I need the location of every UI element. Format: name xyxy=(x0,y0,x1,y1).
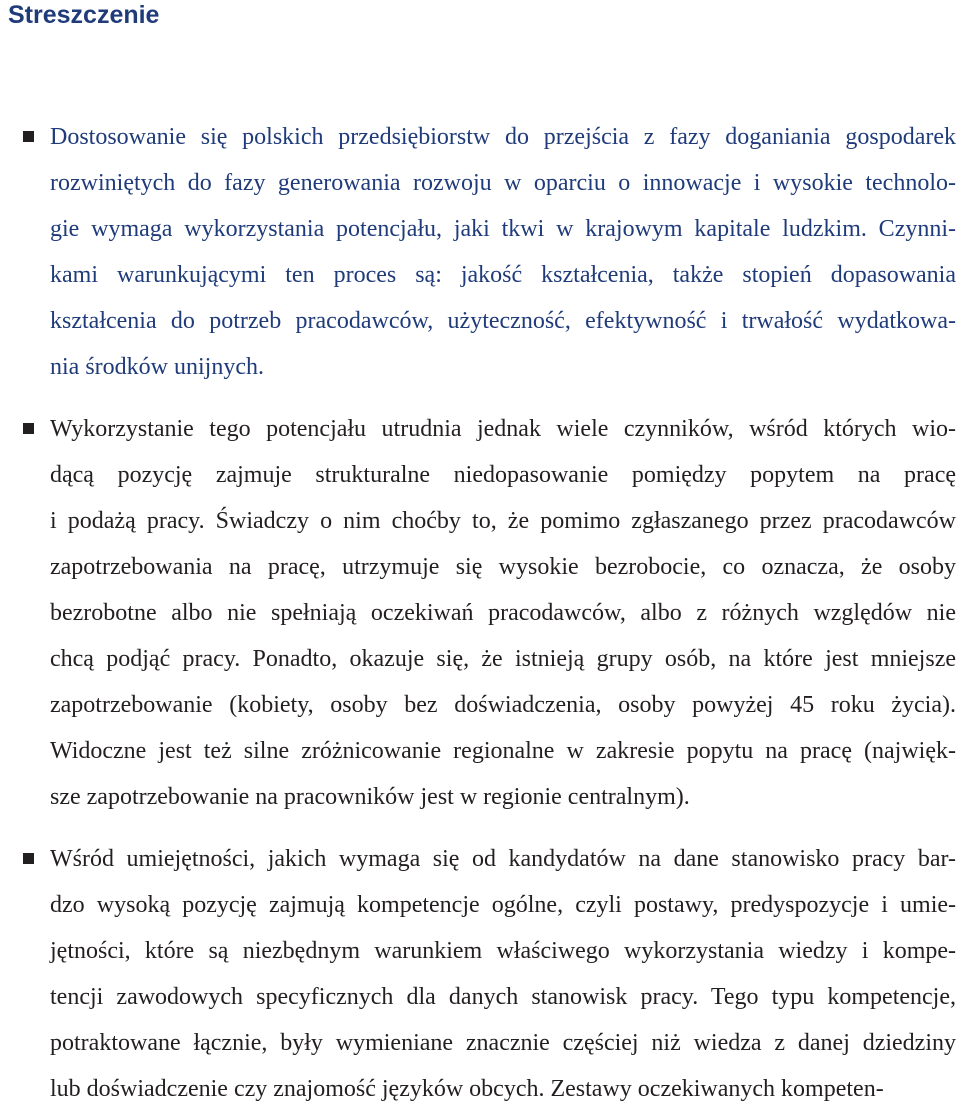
paragraph-line: Wśród umiejętności, jakich wymaga się od kandydatów na dane stanowisko pracy bar- xyxy=(50,846,956,872)
paragraph-line: gie wymaga wykorzystania potencjału, jaki tkwi w krajowym kapitale ludzkim. Czynni- xyxy=(50,216,956,242)
square-bullet-icon xyxy=(23,131,34,142)
square-bullet-icon xyxy=(23,423,34,434)
paragraph-line: rozwiniętych do fazy generowania rozwoju w oparciu o innowacje i wysokie technolo- xyxy=(50,170,956,196)
paragraph-line: potraktowane łącznie, były wymieniane znacznie częściej niż wiedza z danej dziedziny xyxy=(50,1030,956,1056)
bullet-list xyxy=(0,114,960,1107)
paragraph-line: Dostosowanie się polskich przedsiębiorstw do przejścia z fazy doganiania gospodarek xyxy=(50,124,956,150)
paragraph-line: i podażą pracy. Świadczy o nim choćby to, że pomimo zgłaszanego przez pracodawców xyxy=(50,508,956,534)
paragraph-line: kami warunkującymi ten proces są: jakość kształcenia, także stopień dopasowania xyxy=(50,262,956,288)
paragraph-line: zapotrzebowania na pracę, utrzymuje się wysokie bezrobocie, co oznacza, że osoby xyxy=(50,554,956,580)
paragraph-line: zapotrzebowanie (kobiety, osoby bez doświadczenia, osoby powyżej 45 roku życia). xyxy=(50,692,956,718)
paragraph-line: dącą pozycję zajmuje strukturalne niedopasowanie pomiędzy popytem na pracę xyxy=(50,462,956,488)
paragraph-line: bezrobotne albo nie spełniają oczekiwań pracodawców, albo z różnych względów nie xyxy=(50,600,956,626)
paragraph-line: chcą podjąć pracy. Ponadto, okazuje się, że istnieją grupy osób, na które jest mniejsze xyxy=(50,646,956,672)
paragraph-line: kształcenia do potrzeb pracodawców, użyteczność, efektywność i trwałość wydatkowa- xyxy=(50,308,956,334)
bullet-item xyxy=(0,114,956,390)
paragraph-line: Wykorzystanie tego potencjału utrudnia jednak wiele czynników, wśród których wio- xyxy=(50,416,956,442)
bullet-item xyxy=(0,836,956,1107)
paragraph-line: jętności, które są niezbędnym warunkiem właściwego wykorzystania wiedzy i kompe- xyxy=(50,938,956,964)
square-bullet-icon xyxy=(23,853,34,864)
bullet-item xyxy=(0,406,956,820)
paragraph-line: tencji zawodowych specyficznych dla danych stanowisk pracy. Tego typu kompetencje, xyxy=(50,984,956,1010)
paragraph-line: dzo wysoką pozycję zajmują kompetencje ogólne, czyli postawy, predyspozycje i umie- xyxy=(50,892,956,918)
paragraph-line: nia środków unijnych. xyxy=(50,354,264,380)
paragraph-line: sze zapotrzebowanie na pracowników jest w regionie centralnym). xyxy=(50,784,690,810)
page-title: Streszczenie xyxy=(8,1,160,29)
paragraph-line: lub doświadczenie czy znajomość języków obcych. Zestawy oczekiwanych kompeten- xyxy=(50,1076,884,1102)
paragraph-line: Widoczne jest też silne zróżnicowanie regionalne w zakresie popytu na pracę (najwięk- xyxy=(50,738,956,764)
